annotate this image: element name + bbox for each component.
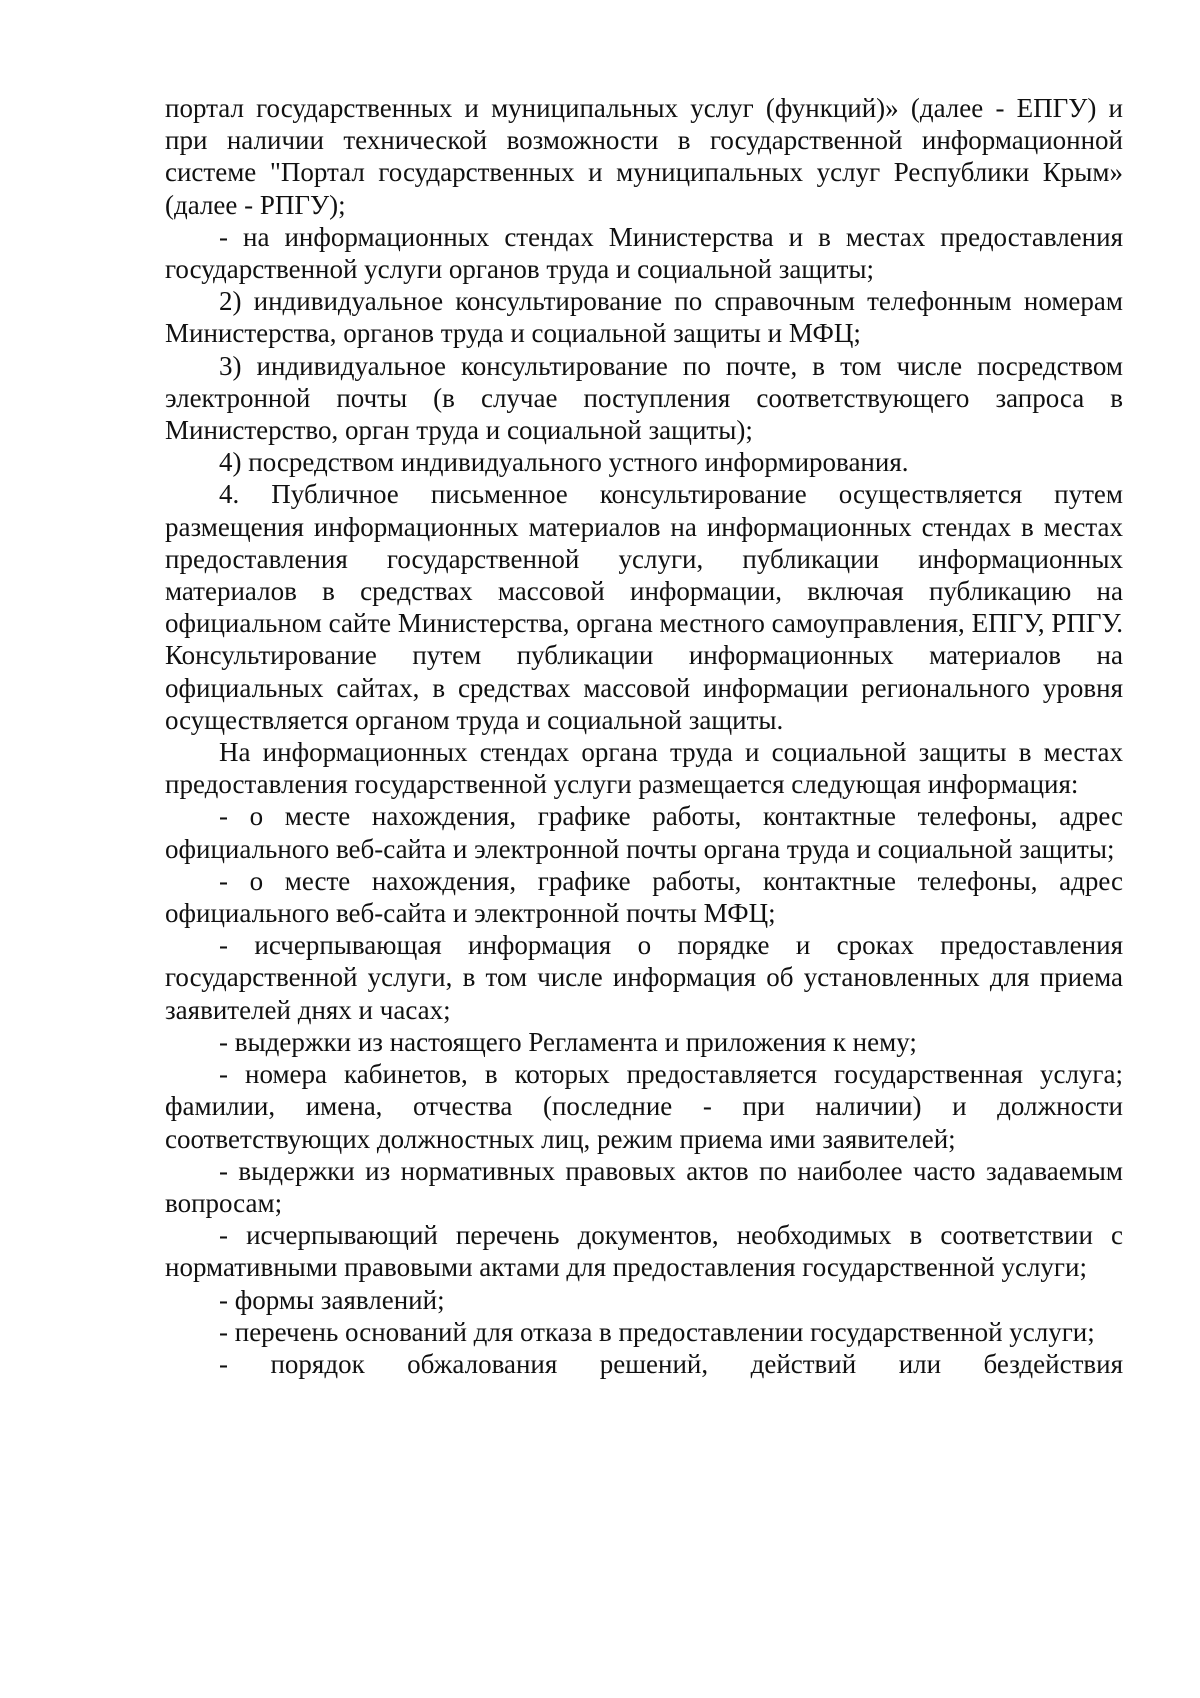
list-item-document-list: - исчерпывающий перечень документов, необходимых в соответствии с нормативными правовыми актами для предоставления государственной услуги; — [165, 1220, 1123, 1283]
list-item-location-mfc: - о месте нахождения, графике работы, контактные телефоны, адрес официального веб-сайта и электронной почты МФЦ; — [165, 865, 1123, 929]
paragraph-phone-consulting: 2) индивидуальное консультирование по справочным телефонным номерам Министерства, органов труда и социальной защиты и МФЦ; — [165, 286, 1123, 349]
paragraph-info-stands: - на информационных стендах Министерства и в местах предоставления государственной услуги органов труда и социальной защиты; — [165, 221, 1123, 285]
list-item-location-organ: - о месте нахождения, графике работы, контактные телефоны, адрес официального веб-сайта и электронной почты органа труда и социальной защиты; — [165, 801, 1123, 864]
paragraph-portal-continuation: портал государственных и муниципальных услуг (функций)» (далее - ЕПГУ) и при наличии технической возможности в государственной информационной системе "Портал государственных и муниципальных услуг Республики Крым» (далее - РПГУ); — [165, 93, 1123, 220]
list-item-legal-excerpts: - выдержки из нормативных правовых актов по наиболее часто задаваемым вопросам; — [165, 1155, 1123, 1218]
list-item-regulation-excerpts: - выдержки из настоящего Регламента и приложения к нему; — [219, 1026, 917, 1057]
list-item-appeal-procedure: - порядок обжалования решений, действий или бездействия — [219, 1348, 1123, 1379]
list-item-procedure-info: - исчерпывающая информация о порядке и сроках предоставления государственной услуги, в том числе информация об установленных для приема заявителей днях и часах; — [165, 930, 1123, 1025]
list-item-refusal-grounds: - перечень оснований для отказа в предоставлении государственной услуги; — [219, 1316, 1095, 1347]
paragraph-stands-intro: На информационных стендах органа труда и социальной защиты в местах предоставления государственной услуги размещается следующая информация: — [165, 737, 1123, 800]
list-item-office-numbers: - номера кабинетов, в которых предоставляется государственная услуга; фамилии, имена, отчества (последние - при наличии) и должности соответствующих должностных лиц, режим приема ими заявителей; — [165, 1059, 1123, 1154]
paragraph-mail-consulting: 3) индивидуальное консультирование по почте, в том числе посредством электронной почты (в случае поступления соответствующего запроса в Министерство, орган труда и социальной защиты); — [165, 350, 1123, 446]
document-page — [165, 92, 1123, 1380]
list-item-application-forms: - формы заявлений; — [219, 1284, 445, 1315]
paragraph-oral-informing: 4) посредством индивидуального устного информирования. — [219, 447, 909, 478]
paragraph-public-consulting: 4. Публичное письменное консультирование осуществляется путем размещения информационных материалов на информационных стендах в местах предоставления государственной услуги, публикации информационных материалов в средствах массовой информации, включая публикацию на официальном сайте Министерства, органа местного самоуправления, ЕПГУ, РПГУ. Консультирование путем публикации информационных материалов на официальных сайтах, в средствах массовой информации регионального уровня осуществляется органом труда и социальной защиты. — [165, 479, 1123, 735]
